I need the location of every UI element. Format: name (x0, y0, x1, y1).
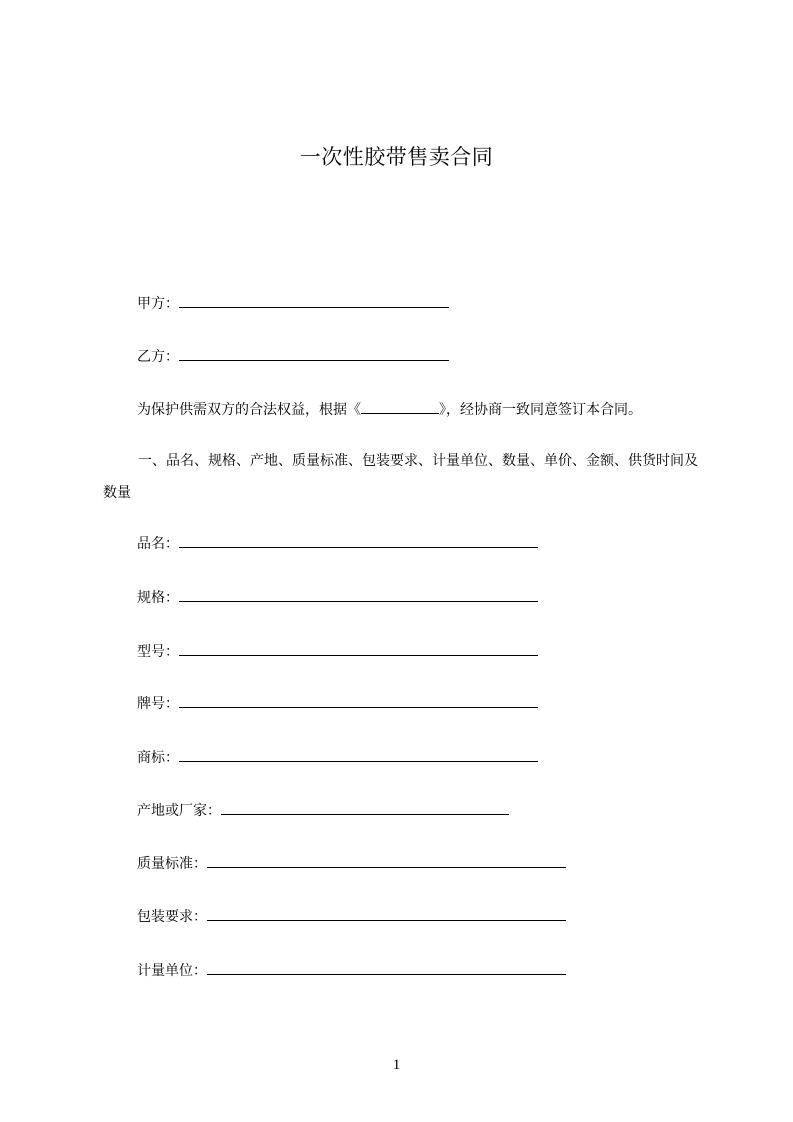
quality-standard-line (137, 852, 566, 874)
packaging-label: 包装要求： (137, 909, 207, 925)
product-name-label: 品名： (137, 536, 179, 552)
party-a-blank[interactable] (179, 292, 449, 308)
party-b-line (137, 345, 449, 367)
origin-line (137, 799, 509, 821)
party-a-line (137, 292, 449, 314)
specification-label: 规格： (137, 590, 179, 606)
unit-line (137, 959, 566, 981)
unit-blank[interactable] (207, 959, 566, 975)
party-b-blank[interactable] (179, 345, 449, 361)
model-blank[interactable] (179, 640, 538, 656)
product-name-line (137, 532, 538, 554)
specification-blank[interactable] (179, 586, 538, 602)
specification-line (137, 586, 538, 608)
trademark-line (137, 746, 538, 768)
quality-standard-label: 质量标准： (137, 856, 207, 872)
packaging-line (137, 905, 566, 927)
brand-label: 牌号： (137, 696, 179, 712)
brand-line (137, 692, 538, 714)
section-one-heading: 一、品名、规格、产地、质量标准、包装要求、计量单位、数量、单价、金额、供货时间及数量 (103, 453, 698, 501)
party-a-label: 甲方： (137, 296, 179, 312)
contract-title: 一次性胶带售卖合同 (299, 145, 494, 169)
product-name-blank[interactable] (179, 532, 538, 548)
quality-standard-blank[interactable] (207, 852, 566, 868)
trademark-blank[interactable] (179, 746, 538, 762)
packaging-blank[interactable] (207, 905, 566, 921)
unit-label: 计量单位： (137, 963, 207, 979)
law-name-blank[interactable] (361, 398, 439, 414)
intro-suffix: 》，经协商一致同意签订本合同。 (439, 402, 642, 418)
model-label: 型号： (137, 644, 179, 660)
intro-prefix: 为保护供需双方的合法权益，根据《 (137, 402, 361, 418)
origin-blank[interactable] (221, 799, 509, 815)
model-line (137, 640, 538, 662)
origin-label: 产地或厂家： (137, 803, 221, 819)
party-b-label: 乙方： (137, 349, 179, 365)
intro-line (137, 398, 642, 420)
brand-blank[interactable] (179, 692, 538, 708)
page-number: 1 (392, 1057, 401, 1073)
trademark-label: 商标： (137, 750, 179, 766)
